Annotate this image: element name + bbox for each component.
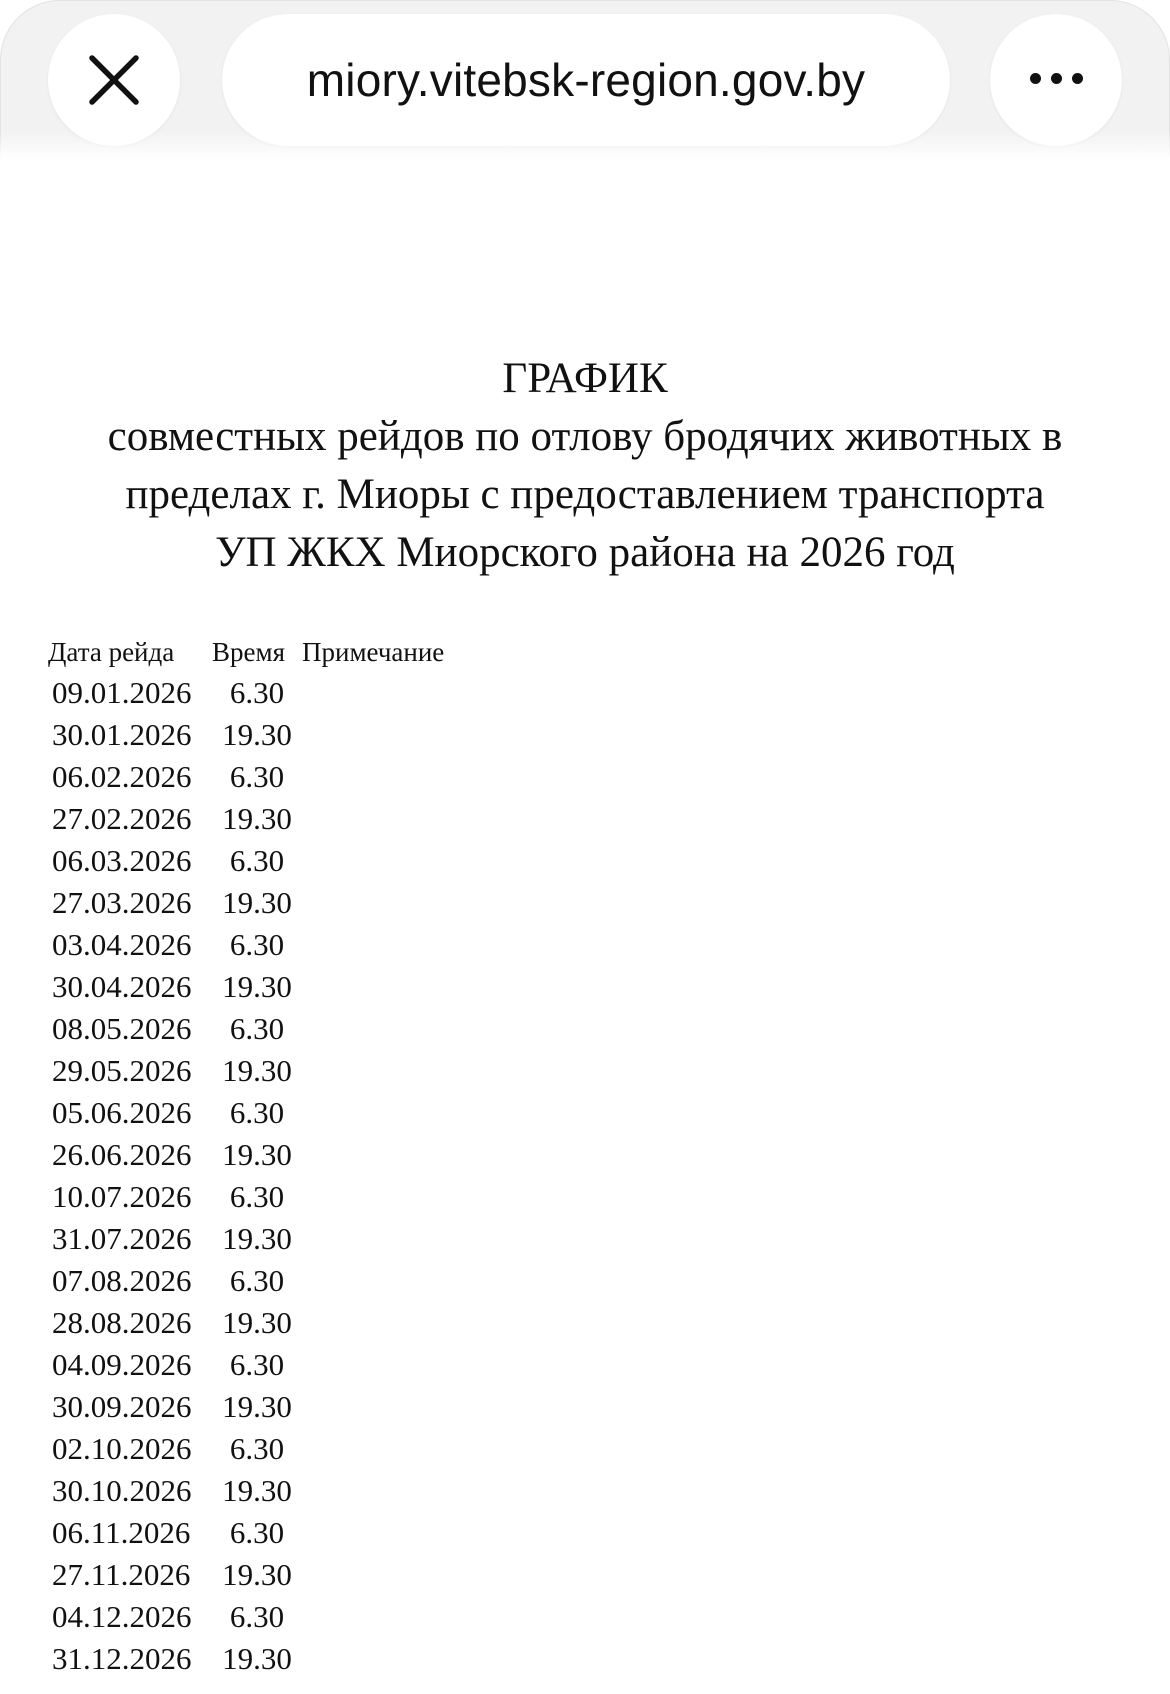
time-cell: 6.30 [229, 1431, 285, 1466]
note-cell [302, 1470, 502, 1512]
note-cell [302, 672, 502, 714]
date-cell: 28.08.2026 [52, 1305, 192, 1340]
date-cell: 09.01.2026 [52, 675, 192, 710]
date-cell: 27.02.2026 [52, 801, 192, 836]
table-row [48, 1428, 502, 1470]
table-row [48, 924, 502, 966]
date-cell: 29.05.2026 [52, 1053, 192, 1088]
date-cell: 02.10.2026 [52, 1431, 192, 1466]
note-cell [302, 1092, 502, 1134]
document-subtitle-line-2: пределах г. Миоры с предоставлением транспорта [125, 471, 1045, 518]
date-cell: 27.03.2026 [52, 885, 192, 920]
time-cell: 19.30 [222, 1053, 292, 1088]
table-row [48, 1050, 502, 1092]
time-cell: 6.30 [229, 1095, 285, 1130]
note-cell [302, 1176, 502, 1218]
table-row [48, 1134, 502, 1176]
time-cell: 19.30 [222, 1641, 292, 1676]
header-date: Дата рейда [48, 636, 175, 667]
date-cell: 07.08.2026 [52, 1263, 192, 1298]
table-row [48, 882, 502, 924]
note-cell [302, 1638, 502, 1680]
note-cell [302, 1512, 502, 1554]
time-cell: 6.30 [229, 1011, 285, 1046]
time-cell: 19.30 [222, 1305, 292, 1340]
note-cell [302, 966, 502, 1008]
address-url: miory.vitebsk-region.gov.by [306, 54, 866, 106]
note-cell [302, 1302, 502, 1344]
date-cell: 03.04.2026 [52, 927, 192, 962]
time-cell: 19.30 [222, 1389, 292, 1424]
note-cell [302, 1344, 502, 1386]
address-bar[interactable] [222, 14, 950, 146]
date-cell: 27.11.2026 [52, 1557, 191, 1592]
note-cell [302, 1260, 502, 1302]
time-cell: 6.30 [229, 1599, 285, 1634]
note-cell [302, 882, 502, 924]
table-row [48, 1092, 502, 1134]
time-cell: 6.30 [229, 1179, 285, 1214]
note-cell [302, 1554, 502, 1596]
note-cell [302, 756, 502, 798]
date-cell: 31.07.2026 [52, 1221, 192, 1256]
document-title: ГРАФИК [502, 355, 668, 402]
time-cell: 19.30 [222, 1137, 292, 1172]
time-cell: 6.30 [229, 675, 285, 710]
document-subtitle-line-3: УП ЖКХ Миорского района на 2026 год [215, 529, 955, 576]
note-cell [302, 714, 502, 756]
date-cell: 06.03.2026 [52, 843, 192, 878]
time-cell: 19.30 [222, 717, 292, 752]
more-options-button[interactable] [990, 14, 1122, 146]
note-cell [302, 840, 502, 882]
header-time: Время [212, 636, 285, 667]
note-cell [302, 1134, 502, 1176]
time-cell: 19.30 [222, 1221, 292, 1256]
date-cell: 04.09.2026 [52, 1347, 192, 1382]
table-row [48, 756, 502, 798]
table-row [48, 1008, 502, 1050]
note-cell [302, 1218, 502, 1260]
table-row [48, 1260, 502, 1302]
note-cell [302, 1008, 502, 1050]
document-subtitle-line-1: совместных рейдов по отлову бродячих животных в [107, 413, 1063, 460]
date-cell: 08.05.2026 [52, 1011, 192, 1046]
date-cell: 30.10.2026 [52, 1473, 192, 1508]
note-cell [302, 924, 502, 966]
time-cell: 6.30 [229, 759, 285, 794]
date-cell: 04.12.2026 [52, 1599, 192, 1634]
time-cell: 19.30 [222, 885, 292, 920]
close-icon [86, 52, 142, 108]
time-cell: 19.30 [222, 1557, 292, 1592]
note-cell [302, 1596, 502, 1638]
more-horizontal-icon [1025, 71, 1088, 89]
time-cell: 19.30 [222, 1473, 292, 1508]
note-cell [302, 798, 502, 840]
time-cell: 6.30 [229, 1515, 285, 1550]
table-row [48, 966, 502, 1008]
date-cell: 30.01.2026 [52, 717, 192, 752]
table-row [48, 1302, 502, 1344]
table-row [48, 1512, 502, 1554]
table-row [48, 1554, 502, 1596]
table-row [48, 672, 502, 714]
date-cell: 30.09.2026 [52, 1389, 192, 1424]
time-cell: 6.30 [229, 1347, 285, 1382]
date-cell: 26.06.2026 [52, 1137, 192, 1172]
raid-schedule-table [48, 632, 502, 1680]
table-row [48, 1596, 502, 1638]
note-cell [302, 1386, 502, 1428]
date-cell: 06.02.2026 [52, 759, 192, 794]
table-row [48, 1218, 502, 1260]
table-row [48, 1386, 502, 1428]
time-cell: 6.30 [229, 927, 285, 962]
date-cell: 06.11.2026 [52, 1515, 191, 1550]
header-note: Примечание [302, 636, 445, 667]
table-row [48, 714, 502, 756]
table-header-row [48, 632, 502, 672]
table-row [48, 798, 502, 840]
table-row [48, 1638, 502, 1680]
table-row [48, 1470, 502, 1512]
date-cell: 10.07.2026 [52, 1179, 192, 1214]
time-cell: 19.30 [222, 969, 292, 1004]
note-cell [302, 1050, 502, 1092]
table-row [48, 840, 502, 882]
close-button[interactable] [48, 14, 180, 146]
note-cell [302, 1428, 502, 1470]
table-row [48, 1176, 502, 1218]
time-cell: 6.30 [229, 1263, 285, 1298]
date-cell: 05.06.2026 [52, 1095, 192, 1130]
time-cell: 19.30 [222, 801, 292, 836]
date-cell: 30.04.2026 [52, 969, 192, 1004]
table-row [48, 1344, 502, 1386]
time-cell: 6.30 [229, 843, 285, 878]
browser-toolbar [0, 0, 1170, 160]
document-heading [0, 350, 1170, 582]
date-cell: 31.12.2026 [52, 1641, 192, 1676]
